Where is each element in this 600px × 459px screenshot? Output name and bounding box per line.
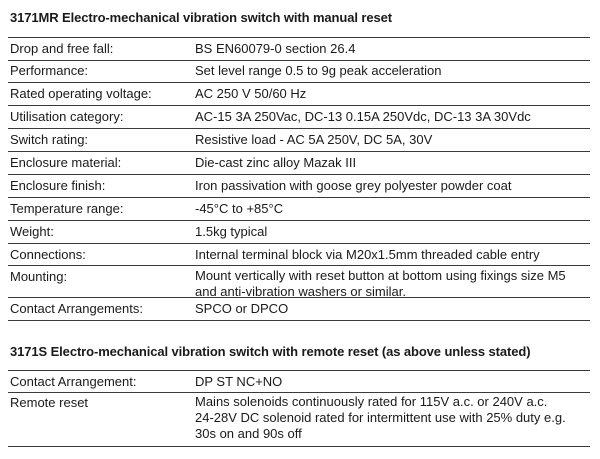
table-row xyxy=(8,37,590,61)
row-value xyxy=(195,394,587,442)
row-value xyxy=(195,177,587,195)
table-row xyxy=(8,83,590,106)
row-label: Weight: xyxy=(10,224,54,239)
value-line: DP ST NC+NO xyxy=(195,374,283,389)
value-line: SPCO or DPCO xyxy=(195,301,289,316)
table-row xyxy=(8,244,590,266)
row-label: Contact Arrangements: xyxy=(10,301,143,316)
table-row xyxy=(8,106,590,129)
value-line: 24-28V DC solenoid rated for intermittent use with 25% duty e.g. xyxy=(195,410,566,425)
row-value xyxy=(195,268,587,300)
value-line: 1.5kg typical xyxy=(195,224,268,239)
table-row xyxy=(8,60,590,83)
row-value xyxy=(195,40,587,58)
row-label: Switch rating: xyxy=(10,132,89,147)
value-line: Mains solenoids continuously rated for 115V a.c. or 240V a.c. xyxy=(195,394,548,409)
row-label: Connections: xyxy=(10,247,86,262)
row-value xyxy=(195,246,587,264)
table-row xyxy=(8,392,590,447)
row-value xyxy=(195,200,587,218)
table-row xyxy=(8,175,590,198)
row-label: Mounting: xyxy=(10,269,68,284)
row-value xyxy=(195,108,587,126)
value-line: Mount vertically with reset button at bottom using fixings size M5 xyxy=(195,268,566,283)
row-value xyxy=(195,154,587,172)
table-row xyxy=(8,129,590,152)
row-value xyxy=(195,131,587,149)
table-row xyxy=(8,152,590,175)
value-line: and anti-vibration washers or similar. xyxy=(195,284,406,299)
row-value xyxy=(195,62,587,80)
table-row xyxy=(8,221,590,244)
table-row xyxy=(8,198,590,221)
row-value xyxy=(195,85,587,103)
row-label: Drop and free fall: xyxy=(10,41,114,56)
value-line: Die-cast zinc alloy Mazak III xyxy=(195,155,357,170)
row-value xyxy=(195,373,587,391)
row-label: Remote reset xyxy=(10,395,89,410)
row-label: Enclosure material: xyxy=(10,155,122,170)
value-line: BS EN60079-0 section 26.4 xyxy=(195,41,356,56)
row-label: Performance: xyxy=(10,63,89,78)
row-label: Utilisation category: xyxy=(10,109,124,124)
value-line: Resistive load - AC 5A 250V, DC 5A, 30V xyxy=(195,132,433,147)
table-row xyxy=(8,370,590,393)
row-label: Contact Arrangement: xyxy=(10,374,137,389)
value-line: -45°C to +85°C xyxy=(195,201,284,216)
section-title-3171mr: 3171MR Electro-mechanical vibration switch with manual reset xyxy=(10,10,392,25)
value-line: 30s on and 90s off xyxy=(195,426,302,441)
value-line: Set level range 0.5 to 9g peak acceleration xyxy=(195,63,442,78)
row-label: Enclosure finish: xyxy=(10,178,106,193)
row-label: Temperature range: xyxy=(10,201,124,216)
section-title-3171s: 3171S Electro-mechanical vibration switch with remote reset (as above unless stated) xyxy=(10,344,531,359)
row-value xyxy=(195,300,587,318)
value-line: Internal terminal block via M20x1.5mm threaded cable entry xyxy=(195,247,540,262)
table-row xyxy=(8,298,590,321)
value-line: Iron passivation with goose grey polyester powder coat xyxy=(195,178,512,193)
row-value xyxy=(195,223,587,241)
row-label: Rated operating voltage: xyxy=(10,86,152,101)
value-line: AC 250 V 50/60 Hz xyxy=(195,86,307,101)
table-row xyxy=(8,266,590,298)
value-line: AC-15 3A 250Vac, DC-13 0.15A 250Vdc, DC-13 3A 30Vdc xyxy=(195,109,531,124)
